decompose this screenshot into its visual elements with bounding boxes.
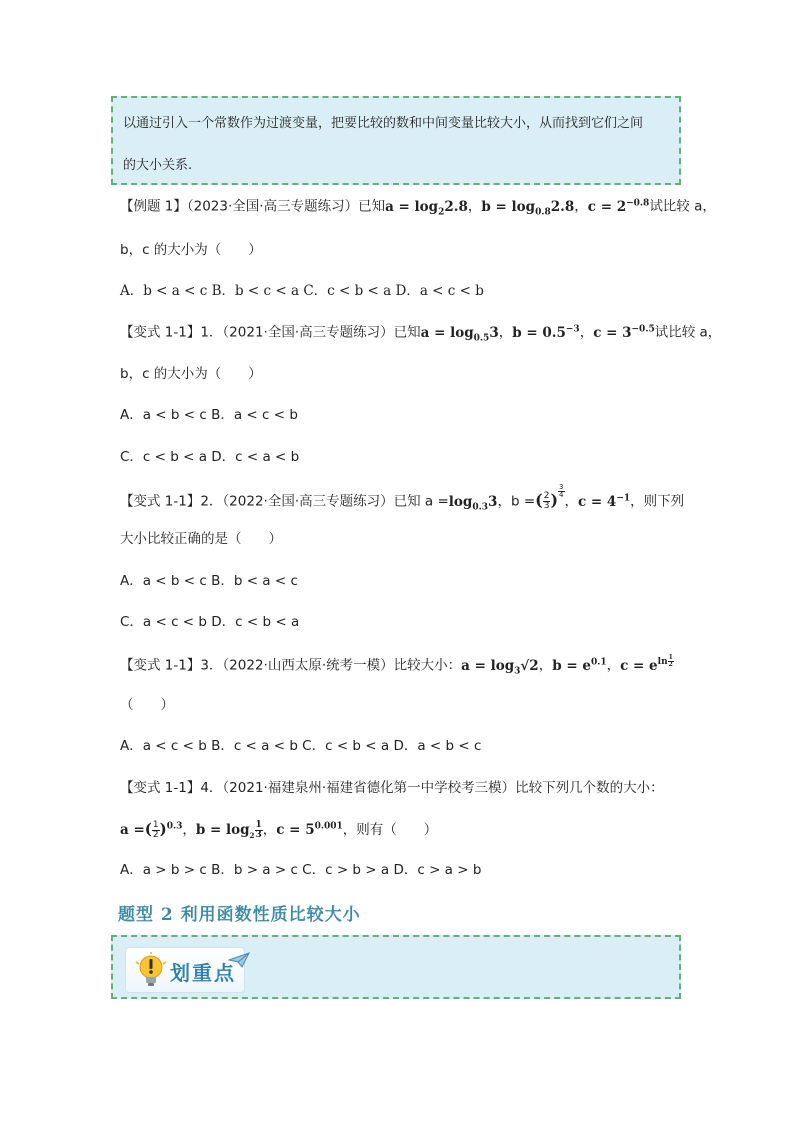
variant2-options-ab: A．a < b < c B．b < a < c: [120, 573, 298, 589]
example1-line-2: b，c 的大小为（ ）: [120, 242, 262, 258]
variant3-line-1: 【变式 1-1】3．（2022·山西太原·统考一模）比较大小：$a = \log_3√2$，$b = e^{0.1}$，$c = e^{ln \frac{1}{2}}$: [120, 654, 673, 677]
variant1-options-cd: C．c < b < a D．c < a < b: [120, 449, 300, 465]
variant4-options: A．a > b > c B．b > a > c C．c > b > a D．c > a > b: [120, 862, 482, 878]
variant2-line-2: 大小比较正确的是（ ）: [120, 531, 282, 547]
variant3-line-2: （ ）: [120, 697, 174, 713]
paper-plane-icon: [228, 952, 250, 968]
example1-line-1: 【例题 1】（2023·全国·高三专题练习）已知$a = \log_22.8$，$b = \log_{0.8}2.8$，$c = 2^{-0.8}$试比较 a，: [120, 198, 716, 218]
note-line-1: 以通过引入一个常数作为过渡变量，把要比较的数和中间变量比较大小，从而找到它们之间: [123, 116, 644, 131]
note-line-2: 的大小关系.: [123, 158, 193, 173]
variant1-options-ab: A．a < b < c B．a < c < b: [120, 407, 298, 423]
variant4-line-1: 【变式 1-1】4．（2021·福建泉州·福建省德化第一中学校考三模）比较下列几个数的大小：: [120, 780, 664, 796]
example1-options: A．b < a < c B．b < c < a C．c < b < a D．a < c < b: [120, 283, 484, 299]
variant1-line-1: 【变式 1-1】1．（2021·全国·高三专题练习）已知$a = \log_{0.5}3$，$b = 0.5^{-3}$，$c = 3^{-0.5}$试比较 a，: [120, 324, 722, 344]
keypoint-box: [111, 935, 681, 999]
variant2-options-cd: C．a < c < b D．c < b < a: [120, 614, 300, 630]
variant2-line-1: 【变式 1-1】2．（2022·全国·高三专题练习）已知 $a =\log_{0.3}3$，b =( $\frac{2}{3}$ ) $^{\frac{3}{4}}$ ，$c = 4^{-1}$，则下列: [120, 483, 685, 513]
variant3-options: A．a < c < b B．c < a < b C．c < b < a D．a < b < c: [120, 738, 482, 754]
note-box: [111, 96, 681, 185]
lightbulb-icon: [134, 952, 168, 988]
keypoint-badge: [125, 947, 245, 993]
variant1-line-2: b，c 的大小为（ ）: [120, 366, 262, 382]
section-heading: 题型 2 利用函数性质比较大小: [118, 905, 361, 925]
keypoint-label: 划重点: [170, 961, 236, 985]
variant4-line-2: a =( $\frac{1}{2}$ )$^{0.3}$，b = log $_2$ $\frac{1}{3}$ ，$c = 5^{0.001}$，则有（ ）: [120, 819, 438, 840]
